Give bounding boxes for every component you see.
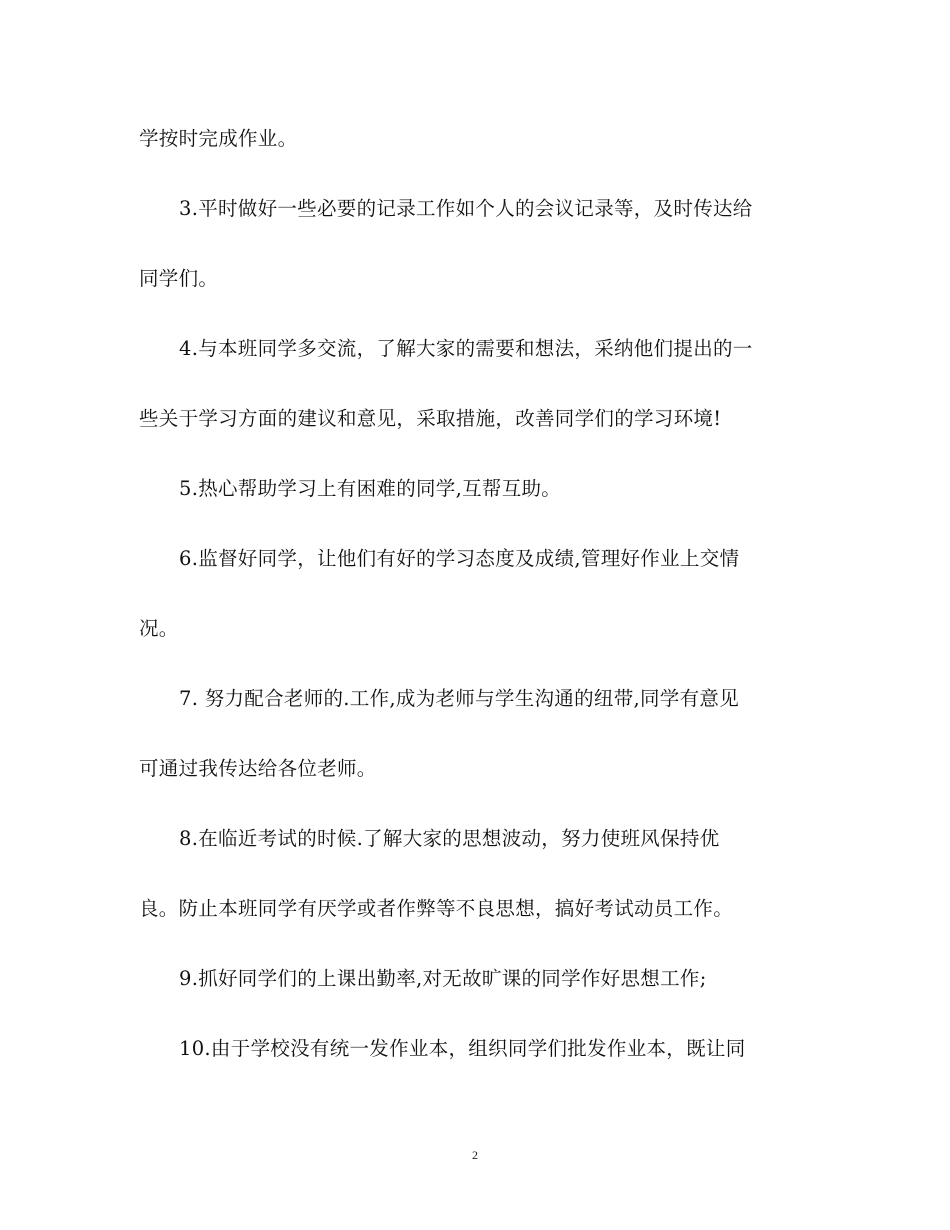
list-item-7: 7. 努力配合老师的.工作,成为老师与学生沟通的纽带,同学有意见 <box>179 687 739 710</box>
page-number: 2 <box>472 1148 478 1162</box>
body-text <box>139 117 829 1097</box>
list-item-9: 9.抓好同学们的上课出勤率,对无故旷课的同学作好思想工作; <box>179 967 707 990</box>
list-item-6: 6.监督好同学，让他们有好的学习态度及成绩,管理好作业上交情 <box>179 547 740 570</box>
list-item-4: 4.与本班同学多交流，了解大家的需要和想法，采纳他们提出的一 <box>179 337 753 360</box>
list-item-10: 10.由于学校没有统一发作业本，组织同学们批发作业本，既让同 <box>179 1037 746 1060</box>
text-line: 些关于学习方面的建议和意见，采取措施，改善同学们的学习环境! <box>139 407 722 430</box>
text-line: 学按时完成作业。 <box>139 127 298 150</box>
list-item-3: 3.平时做好一些必要的记录工作如个人的会议记录等，及时传达给 <box>179 197 753 220</box>
text-line: 良。防止本班同学有厌学或者作弊等不良思想，搞好考试动员工作。 <box>139 897 734 920</box>
text-line: 同学们。 <box>139 267 219 290</box>
text-line: 况。 <box>139 617 179 640</box>
list-item-8: 8.在临近考试的时候.了解大家的思想波动，努力使班风保持优 <box>179 827 720 850</box>
text-line: 可通过我传达给各位老师。 <box>139 757 377 780</box>
list-item-5: 5.热心帮助学习上有困难的同学,互帮互助。 <box>179 477 562 500</box>
